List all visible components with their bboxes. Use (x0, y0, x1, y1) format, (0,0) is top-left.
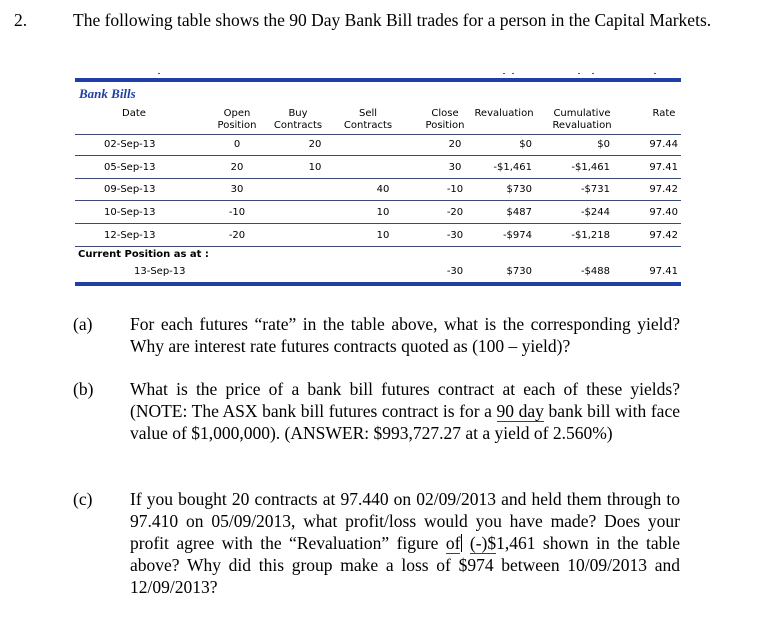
row-2-cumulative: -$1,461 (571, 162, 610, 173)
header-buy-line1: Buy (288, 108, 308, 119)
header-sell (338, 108, 398, 132)
dot (578, 73, 580, 74)
part-c-text (130, 488, 680, 598)
table-top-rule (75, 78, 681, 82)
row-1-close: 20 (448, 139, 462, 150)
row-rule (75, 223, 681, 224)
question-number: 2. (14, 10, 28, 30)
dot (158, 73, 160, 74)
row-2-rate: 97.41 (649, 162, 678, 173)
part-c-highlight-of: of (445, 533, 461, 553)
row-1-cumulative: $0 (597, 139, 610, 150)
text-cursor (461, 534, 462, 552)
part-b-text-after: bank bill with face value of $1,000,000). (ANSWER: $993,727.27 at a yield of 2.560%) (130, 401, 680, 443)
row-5-sell: 10 (376, 230, 390, 241)
row-1-open: 0 (233, 139, 241, 150)
row-3-sell: 40 (376, 184, 390, 195)
table-bottom-rule (75, 282, 681, 286)
header-open (206, 108, 268, 132)
part-c-text-before: If you bought 20 contracts at 97.440 on 02/09/2013 and held them through to 97.410 on 05/09/2013, what profit/loss would you have made? Does your profit agree with the “Revaluation” figure (130, 489, 680, 553)
row-3-open: 30 (230, 184, 244, 195)
row-1-rate: 97.44 (649, 139, 678, 150)
header-close-line2: Position (425, 120, 465, 131)
row-1-revaluation: $0 (519, 139, 532, 150)
row-5-close: -30 (446, 230, 464, 241)
part-a-label: (a) (73, 314, 93, 334)
header-cumulative-line2: Revaluation (552, 120, 612, 131)
row-4-date: 10-Sep-13 (104, 207, 156, 218)
part-c-text-after: 1,461 shown in the table above? Why did this group make a loss of $974 between 10/09/2013 and 12/09/2013? (130, 533, 680, 597)
dot (503, 73, 505, 74)
header-rate: Rate (652, 108, 676, 119)
row-4-open: -10 (228, 207, 246, 218)
row-1-buy: 20 (308, 139, 322, 150)
header-date: Date (122, 108, 146, 119)
dot (512, 73, 514, 74)
row-4-rate: 97.40 (649, 207, 678, 218)
dot (592, 73, 594, 74)
part-b-label: (b) (73, 379, 94, 399)
row-5-open: -20 (228, 230, 246, 241)
row-5-cumulative: -$1,218 (571, 230, 610, 241)
row-3-close: -10 (446, 184, 464, 195)
question-intro: The following table shows the 90 Day Bank Bill trades for a person in the Capital Markets. (73, 10, 712, 30)
header-cumulative-line1: Cumulative (553, 108, 611, 119)
row-4-revaluation: $487 (506, 207, 532, 218)
part-b-text-before: What is the price of a bank bill futures contract at each of these yields? (NOTE: The ASX bank bill futures contract is for a (130, 379, 680, 421)
row-3-cumulative: -$731 (580, 184, 610, 195)
header-sell-line1: Sell (358, 108, 378, 119)
row-rule (75, 155, 681, 156)
current-revaluation: $730 (506, 266, 532, 277)
table-title: Bank Bills (79, 86, 136, 101)
dot (654, 73, 656, 74)
row-3-revaluation: $730 (506, 184, 532, 195)
row-3-date: 09-Sep-13 (104, 184, 156, 195)
header-buy-line2: Contracts (273, 120, 323, 131)
row-4-close: -20 (446, 207, 464, 218)
header-close-line1: Close (431, 108, 459, 119)
row-4-cumulative: -$244 (580, 207, 610, 218)
header-revaluation: Revaluation (474, 108, 534, 119)
row-5-revaluation: -$974 (502, 230, 532, 241)
header-open-line2: Position (217, 120, 257, 131)
part-b-highlight: 90 day (496, 401, 544, 421)
header-rule (75, 134, 681, 135)
header-sell-line2: Contracts (343, 120, 393, 131)
row-1-date: 02-Sep-13 (104, 139, 156, 150)
header-open-line1: Open (223, 108, 251, 119)
row-2-close: 30 (448, 162, 462, 173)
row-rule (75, 246, 681, 247)
part-c-highlight-sign: (-)$ (469, 533, 497, 553)
row-rule (75, 178, 681, 179)
row-3-rate: 97.42 (649, 184, 678, 195)
row-4-sell: 10 (376, 207, 390, 218)
header-close (418, 108, 472, 132)
header-cumulative (546, 108, 618, 132)
current-rate: 97.41 (649, 266, 678, 277)
current-close: -30 (446, 266, 464, 277)
row-2-open: 20 (230, 162, 244, 173)
part-a-text: For each futures “rate” in the table above, what is the corresponding yield? Why are interest rate futures contracts quoted as (100 – yield)? (130, 314, 680, 356)
row-2-revaluation: -$1,461 (493, 162, 532, 173)
row-2-buy: 10 (308, 162, 322, 173)
row-5-rate: 97.42 (649, 230, 678, 241)
part-b-text (130, 378, 680, 444)
row-2-date: 05-Sep-13 (104, 162, 156, 173)
row-rule (75, 200, 681, 201)
current-cumulative: -$488 (580, 266, 610, 277)
header-buy (268, 108, 328, 132)
current-date: 13-Sep-13 (134, 266, 186, 277)
row-5-date: 12-Sep-13 (104, 230, 156, 241)
current-position-label: Current Position as at : (78, 249, 209, 260)
part-c-label: (c) (73, 489, 93, 509)
